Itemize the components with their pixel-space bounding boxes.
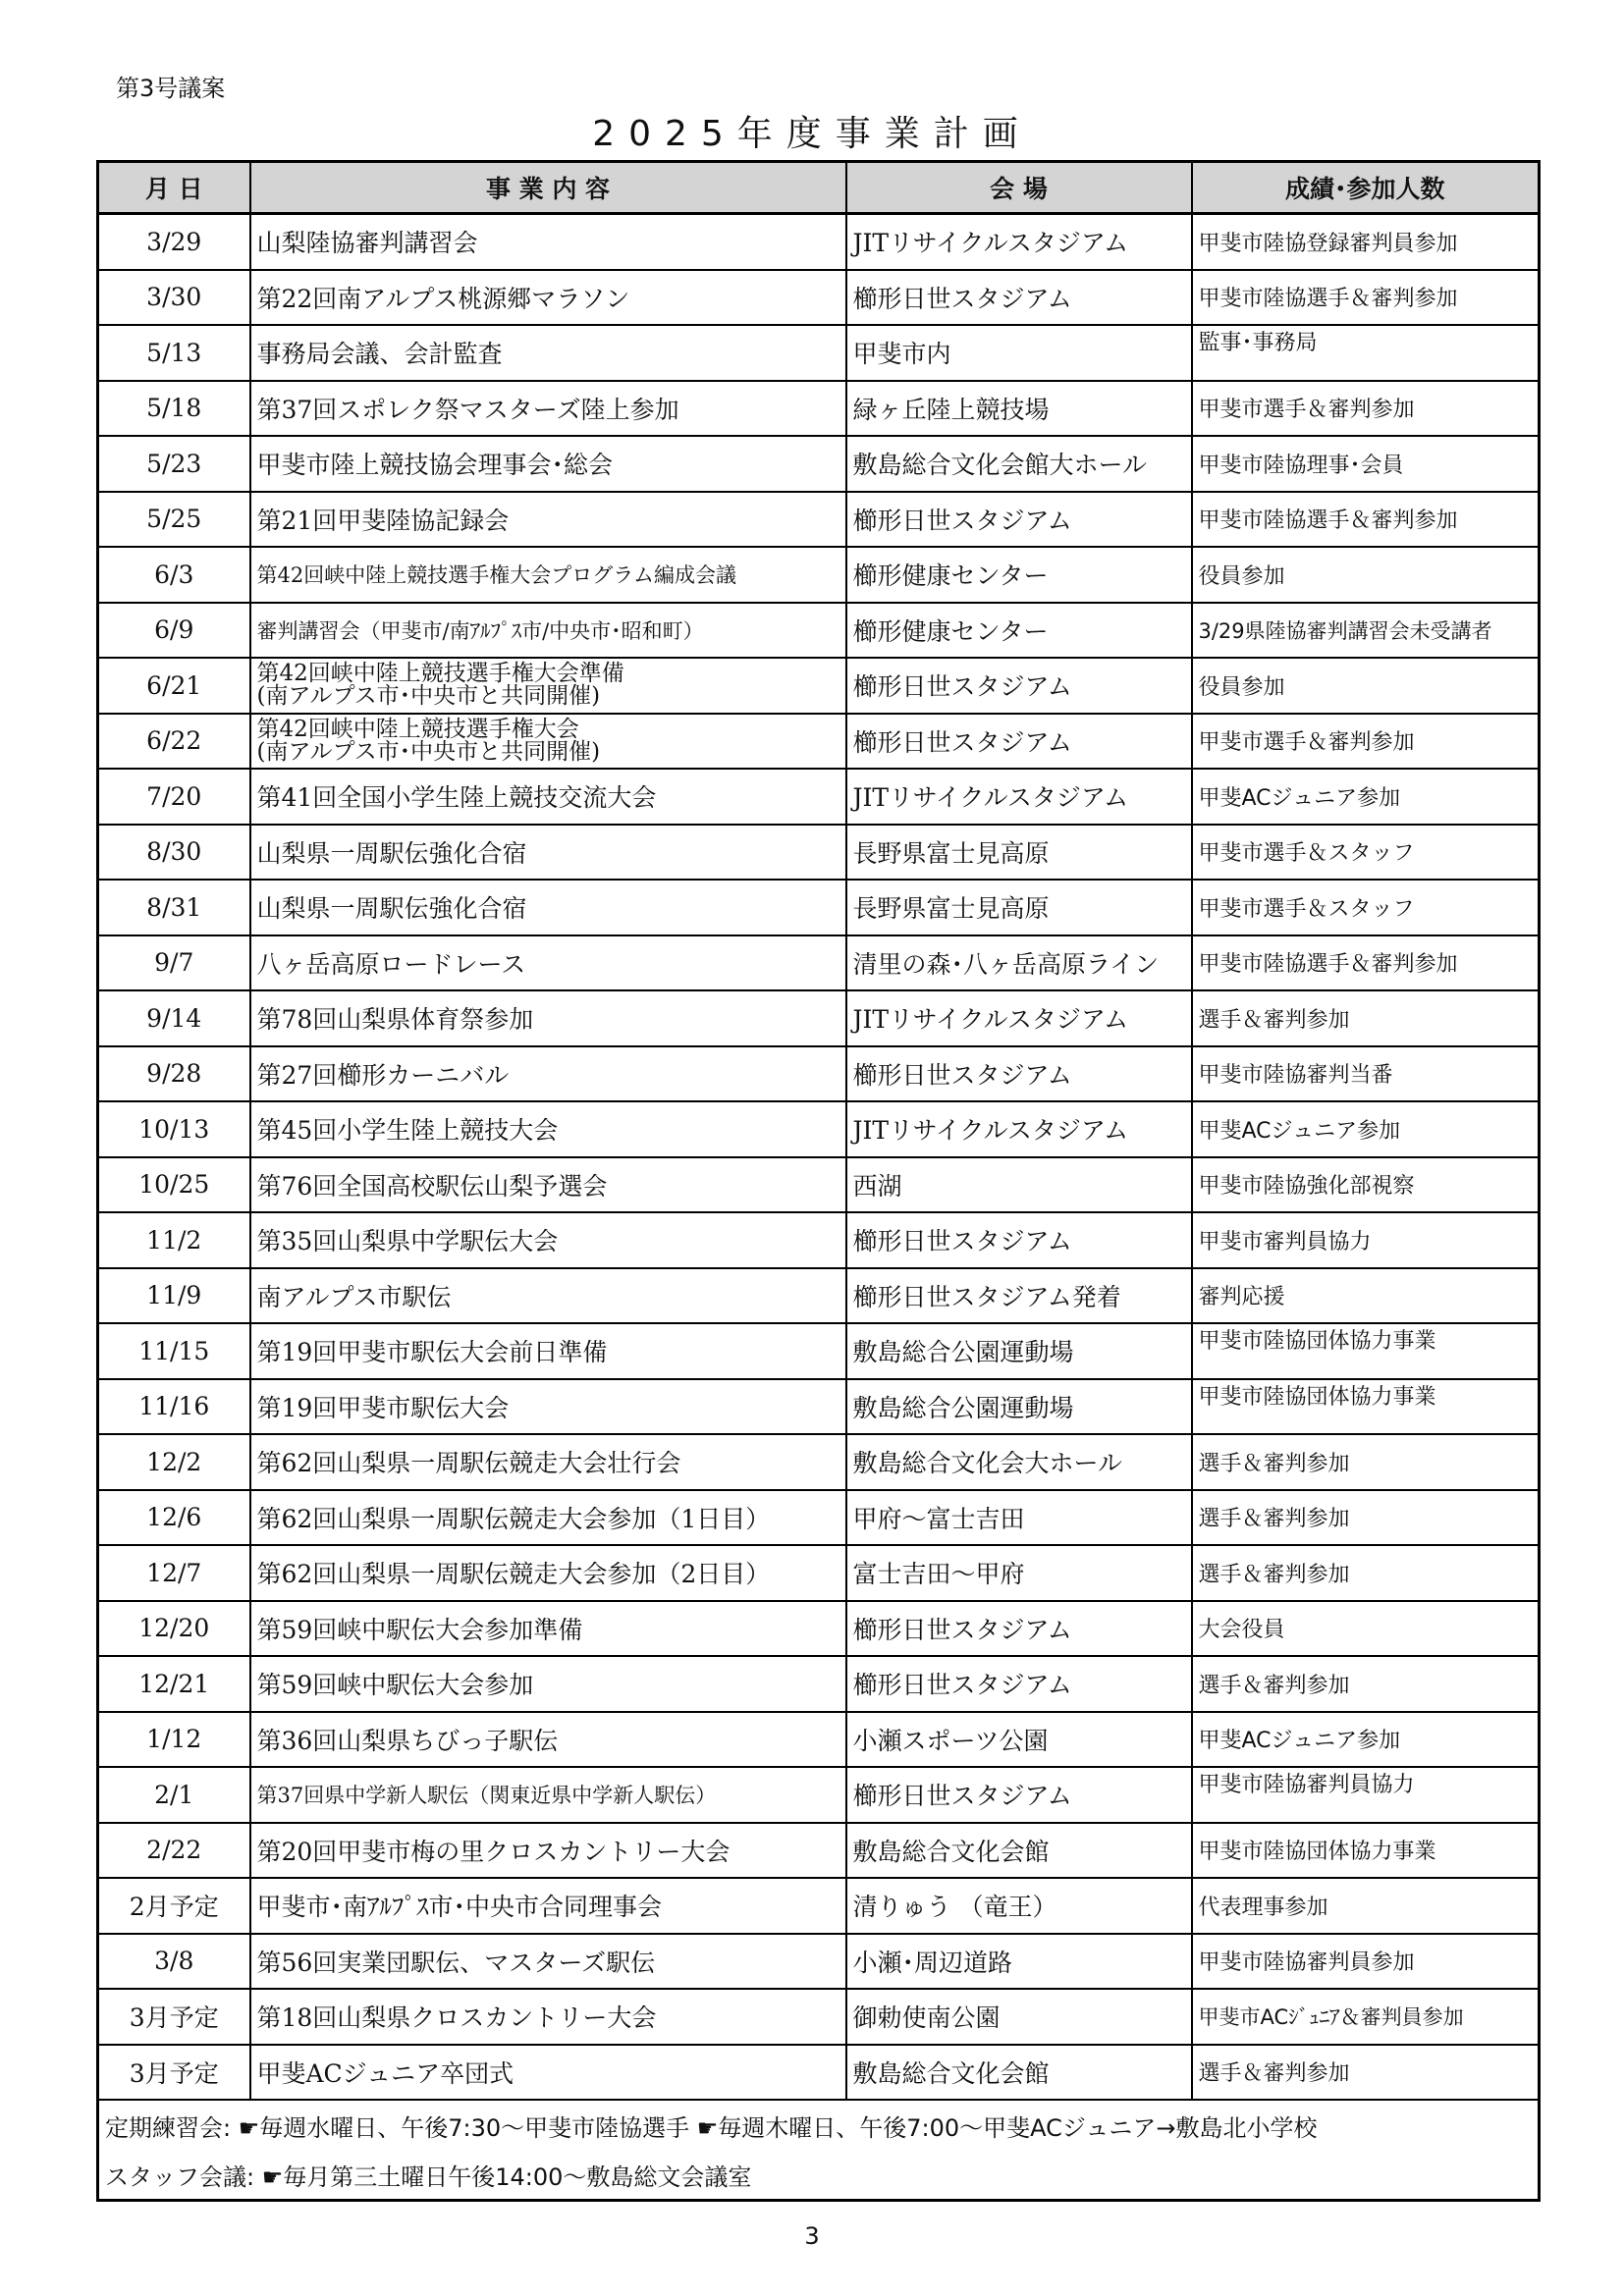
footer-staff: スタッフ会議: ☛毎月第三土曜日午後14:00〜敷島総文会議室	[98, 2150, 1540, 2201]
row-event: 第59回峡中駅伝大会参加準備	[250, 1601, 846, 1657]
row-event: 山梨県一周駅伝強化合宿	[250, 825, 846, 881]
row-result: 代表理事参加	[1192, 1878, 1540, 1934]
row-venue: 長野県富士見高原	[846, 825, 1192, 881]
table-row	[98, 1434, 1540, 1490]
row-venue: 敷島総合公園運動場	[846, 1379, 1192, 1435]
row-event: 甲斐市･南ｱﾙﾌﾟｽ市･中央市合同理事会	[250, 1878, 846, 1934]
row-date: 1/12	[98, 1712, 250, 1768]
page-title: 2025年度事業計画	[592, 114, 1032, 154]
row-event: 事務局会議、会計監査	[250, 325, 846, 381]
row-result: 甲斐市陸協選手＆審判参加	[1192, 492, 1540, 548]
table-row	[98, 547, 1540, 603]
row-venue: 小瀬･周辺道路	[846, 1934, 1192, 1990]
row-venue: 櫛形日世スタジアム	[846, 1601, 1192, 1657]
row-venue: JITリサイクルスタジアム	[846, 990, 1192, 1046]
row-venue: 櫛形日世スタジアム	[846, 1767, 1192, 1823]
row-result: 甲斐市選手＆スタッフ	[1192, 825, 1540, 881]
row-event: 第20回甲斐市梅の里クロスカントリー大会	[250, 1823, 846, 1879]
row-result: 選手＆審判参加	[1192, 1434, 1540, 1490]
table-row	[98, 880, 1540, 935]
row-result: 甲斐市選手＆審判参加	[1192, 381, 1540, 437]
row-venue: 敷島総合公園運動場	[846, 1323, 1192, 1379]
row-venue: 櫛形健康センター	[846, 603, 1192, 659]
table-row	[98, 436, 1540, 492]
table-row	[98, 2045, 1540, 2101]
row-venue: 櫛形日世スタジアム	[846, 270, 1192, 326]
table-row	[98, 1101, 1540, 1157]
row-date: 6/21	[98, 658, 250, 714]
row-result: 甲斐市ACｼﾞｭﾆｱ＆審判員参加	[1192, 1989, 1540, 2045]
row-venue: JITリサイクルスタジアム	[846, 214, 1192, 270]
row-event: 第45回小学生陸上競技大会	[250, 1101, 846, 1157]
row-date: 12/2	[98, 1434, 250, 1490]
row-event: 第56回実業団駅伝、マスターズ駅伝	[250, 1934, 846, 1990]
table-row	[98, 1656, 1540, 1712]
row-event	[250, 658, 846, 714]
row-event: 第62回山梨県一周駅伝競走大会参加（1日目）	[250, 1490, 846, 1546]
schedule-rows	[98, 214, 1540, 2101]
row-event-line1: 第42回峡中陸上競技選手権大会準備	[256, 661, 624, 687]
row-result: 甲斐市陸協審判員参加	[1192, 1934, 1540, 1990]
row-venue: 緑ヶ丘陸上競技場	[846, 381, 1192, 437]
page-number: 3	[804, 2222, 820, 2250]
row-date: 8/30	[98, 825, 250, 881]
row-venue: 櫛形日世スタジアム	[846, 1212, 1192, 1268]
row-date: 2/22	[98, 1823, 250, 1879]
table-row	[98, 1823, 1540, 1879]
row-event-line1: 第42回峡中陸上競技選手権大会	[256, 716, 579, 742]
row-event	[250, 714, 846, 770]
table-row	[98, 1878, 1540, 1934]
row-event: 第18回山梨県クロスカントリー大会	[250, 1989, 846, 2045]
row-result: 役員参加	[1192, 547, 1540, 603]
row-venue: 甲斐市内	[846, 325, 1192, 381]
row-venue: 櫛形日世スタジアム	[846, 492, 1192, 548]
row-date: 10/25	[98, 1157, 250, 1213]
row-venue: 敷島総合文化会館	[846, 2045, 1192, 2101]
row-venue: 敷島総合文化会館大ホール	[846, 436, 1192, 492]
row-date: 10/13	[98, 1101, 250, 1157]
row-event: 南アルプス市駅伝	[250, 1268, 846, 1324]
row-date: 5/18	[98, 381, 250, 437]
row-result: 甲斐ACジュニア参加	[1192, 1712, 1540, 1768]
row-result: 甲斐市陸協選手＆審判参加	[1192, 935, 1540, 991]
row-result: 甲斐市陸協団体協力事業	[1192, 1379, 1540, 1435]
row-event: 第35回山梨県中学駅伝大会	[250, 1212, 846, 1268]
table-row	[98, 1490, 1540, 1546]
row-date: 12/6	[98, 1490, 250, 1546]
row-event: 第76回全国高校駅伝山梨予選会	[250, 1157, 846, 1213]
table-row	[98, 1268, 1540, 1324]
table-row	[98, 214, 1540, 270]
row-result: 選手＆審判参加	[1192, 1545, 1540, 1601]
table-row	[98, 1767, 1540, 1823]
row-venue: 小瀬スポーツ公園	[846, 1712, 1192, 1768]
row-event: 甲斐市陸上競技協会理事会･総会	[250, 436, 846, 492]
row-event: 第59回峡中駅伝大会参加	[250, 1656, 846, 1712]
row-result: 甲斐市陸協団体協力事業	[1192, 1823, 1540, 1879]
row-date: 7/20	[98, 769, 250, 825]
table-row	[98, 492, 1540, 548]
row-venue: 清里の森･八ヶ岳高原ライン	[846, 935, 1192, 991]
header-venue: 会 場	[846, 162, 1192, 214]
row-result: 甲斐市審判員協力	[1192, 1212, 1540, 1268]
row-venue: 櫛形日世スタジアム	[846, 1656, 1192, 1712]
row-result: 選手＆審判参加	[1192, 1490, 1540, 1546]
table-row	[98, 990, 1540, 1046]
row-result: 役員参加	[1192, 658, 1540, 714]
table-row	[98, 769, 1540, 825]
row-date: 11/15	[98, 1323, 250, 1379]
row-event: 第37回スポレク祭マスターズ陸上参加	[250, 381, 846, 437]
row-date: 3/29	[98, 214, 250, 270]
row-result: 監事･事務局	[1192, 325, 1540, 381]
table-row	[98, 270, 1540, 326]
table-row	[98, 658, 1540, 714]
row-result: 甲斐市陸協登録審判員参加	[1192, 214, 1540, 270]
row-event: 第62回山梨県一周駅伝競走大会参加（2日目）	[250, 1545, 846, 1601]
row-date: 3月予定	[98, 2045, 250, 2101]
row-date: 9/14	[98, 990, 250, 1046]
row-result: 選手＆審判参加	[1192, 990, 1540, 1046]
row-event: 山梨県一周駅伝強化合宿	[250, 880, 846, 935]
table-header-row	[98, 162, 1540, 214]
table-row	[98, 1989, 1540, 2045]
row-event: 第42回峡中陸上競技選手権大会プログラム編成会議	[250, 547, 846, 603]
row-venue: 御勅使南公園	[846, 1989, 1192, 2045]
row-result: 3/29県陸協審判講習会未受講者	[1192, 603, 1540, 659]
row-date: 12/20	[98, 1601, 250, 1657]
table-row	[98, 714, 1540, 770]
row-venue: 西湖	[846, 1157, 1192, 1213]
row-result: 甲斐市陸協選手＆審判参加	[1192, 270, 1540, 326]
row-date: 11/16	[98, 1379, 250, 1435]
footer-staff-row	[98, 2150, 1540, 2201]
table-row	[98, 1601, 1540, 1657]
row-event: 第22回南アルプス桃源郷マラソン	[250, 270, 846, 326]
row-event: 第62回山梨県一周駅伝競走大会壮行会	[250, 1434, 846, 1490]
row-result: 甲斐市陸協理事･会員	[1192, 436, 1540, 492]
footer-practice: 定期練習会: ☛毎週水曜日、午後7:30〜甲斐市陸協選手 ☛毎週木曜日、午後7:00〜甲斐ACジュニア→敷島北小学校	[98, 2100, 1540, 2150]
row-date: 9/7	[98, 935, 250, 991]
row-event-line2: (南アルプス市･中央市と共同開催)	[256, 683, 601, 710]
row-date: 12/21	[98, 1656, 250, 1712]
row-result: 選手＆審判参加	[1192, 2045, 1540, 2101]
row-event: 第19回甲斐市駅伝大会	[250, 1379, 846, 1435]
footer-practice-row	[98, 2100, 1540, 2150]
row-event: 第36回山梨県ちびっ子駅伝	[250, 1712, 846, 1768]
row-venue: 清りゅう （竜王）	[846, 1878, 1192, 1934]
row-result: 甲斐ACジュニア参加	[1192, 1101, 1540, 1157]
row-venue: 櫛形日世スタジアム発着	[846, 1268, 1192, 1324]
row-venue: 甲府〜富士吉田	[846, 1490, 1192, 1546]
table-row	[98, 1157, 1540, 1213]
row-date: 11/2	[98, 1212, 250, 1268]
table-row	[98, 1046, 1540, 1102]
row-date: 12/7	[98, 1545, 250, 1601]
row-event: 第19回甲斐市駅伝大会前日準備	[250, 1323, 846, 1379]
row-date: 2/1	[98, 1767, 250, 1823]
row-date: 3/30	[98, 270, 250, 326]
table-row	[98, 825, 1540, 881]
row-result: 審判応援	[1192, 1268, 1540, 1324]
row-result: 甲斐市陸協強化部視察	[1192, 1157, 1540, 1213]
table-row	[98, 1545, 1540, 1601]
row-venue: JITリサイクルスタジアム	[846, 769, 1192, 825]
row-event: 第27回櫛形カーニバル	[250, 1046, 846, 1102]
header-date: 月 日	[98, 162, 250, 214]
row-date: 6/9	[98, 603, 250, 659]
row-date: 8/31	[98, 880, 250, 935]
row-date: 11/9	[98, 1268, 250, 1324]
table-row	[98, 935, 1540, 991]
row-date: 6/22	[98, 714, 250, 770]
table-row	[98, 1379, 1540, 1435]
row-result: 甲斐市選手＆スタッフ	[1192, 880, 1540, 935]
row-event: 甲斐ACジュニア卒団式	[250, 2045, 846, 2101]
row-date: 5/13	[98, 325, 250, 381]
row-date: 5/25	[98, 492, 250, 548]
row-date: 9/28	[98, 1046, 250, 1102]
row-venue: 櫛形日世スタジアム	[846, 658, 1192, 714]
row-event: 第37回県中学新人駅伝（関東近県中学新人駅伝）	[250, 1767, 846, 1823]
row-date: 6/3	[98, 547, 250, 603]
row-result: 甲斐市陸協審判員協力	[1192, 1767, 1540, 1823]
table-row	[98, 325, 1540, 381]
row-event: 第41回全国小学生陸上競技交流大会	[250, 769, 846, 825]
row-venue: 富士吉田〜甲府	[846, 1545, 1192, 1601]
row-event: 山梨陸協審判講習会	[250, 214, 846, 270]
table-row	[98, 381, 1540, 437]
row-result: 甲斐ACジュニア参加	[1192, 769, 1540, 825]
row-event: 第21回甲斐陸協記録会	[250, 492, 846, 548]
row-event: 第78回山梨県体育祭参加	[250, 990, 846, 1046]
row-event: 八ヶ岳高原ロードレース	[250, 935, 846, 991]
schedule-table	[96, 160, 1541, 2202]
row-date: 3月予定	[98, 1989, 250, 2045]
row-event: 審判講習会（甲斐市/南ｱﾙﾌﾟｽ市/中央市･昭和町）	[250, 603, 846, 659]
row-venue: 櫛形日世スタジアム	[846, 1046, 1192, 1102]
row-date: 5/23	[98, 436, 250, 492]
table-row	[98, 1212, 1540, 1268]
table-row	[98, 1934, 1540, 1990]
row-venue: JITリサイクルスタジアム	[846, 1101, 1192, 1157]
row-venue: 櫛形健康センター	[846, 547, 1192, 603]
row-result: 選手＆審判参加	[1192, 1656, 1540, 1712]
row-result: 甲斐市選手＆審判参加	[1192, 714, 1540, 770]
table-row	[98, 603, 1540, 659]
row-venue: 長野県富士見高原	[846, 880, 1192, 935]
row-venue: 櫛形日世スタジアム	[846, 714, 1192, 770]
header-event: 事 業 内 容	[250, 162, 846, 214]
row-venue: 敷島総合文化会大ホール	[846, 1434, 1192, 1490]
document-label: 第3号議案	[116, 75, 226, 102]
table-row	[98, 1712, 1540, 1768]
table-row	[98, 1323, 1540, 1379]
row-venue: 敷島総合文化会館	[846, 1823, 1192, 1879]
row-result: 甲斐市陸協団体協力事業	[1192, 1323, 1540, 1379]
row-event-line2: (南アルプス市･中央市と共同開催)	[256, 738, 601, 765]
row-result: 大会役員	[1192, 1601, 1540, 1657]
row-result: 甲斐市陸協審判当番	[1192, 1046, 1540, 1102]
row-date: 2月予定	[98, 1878, 250, 1934]
row-date: 3/8	[98, 1934, 250, 1990]
header-result: 成績･参加人数	[1192, 162, 1540, 214]
